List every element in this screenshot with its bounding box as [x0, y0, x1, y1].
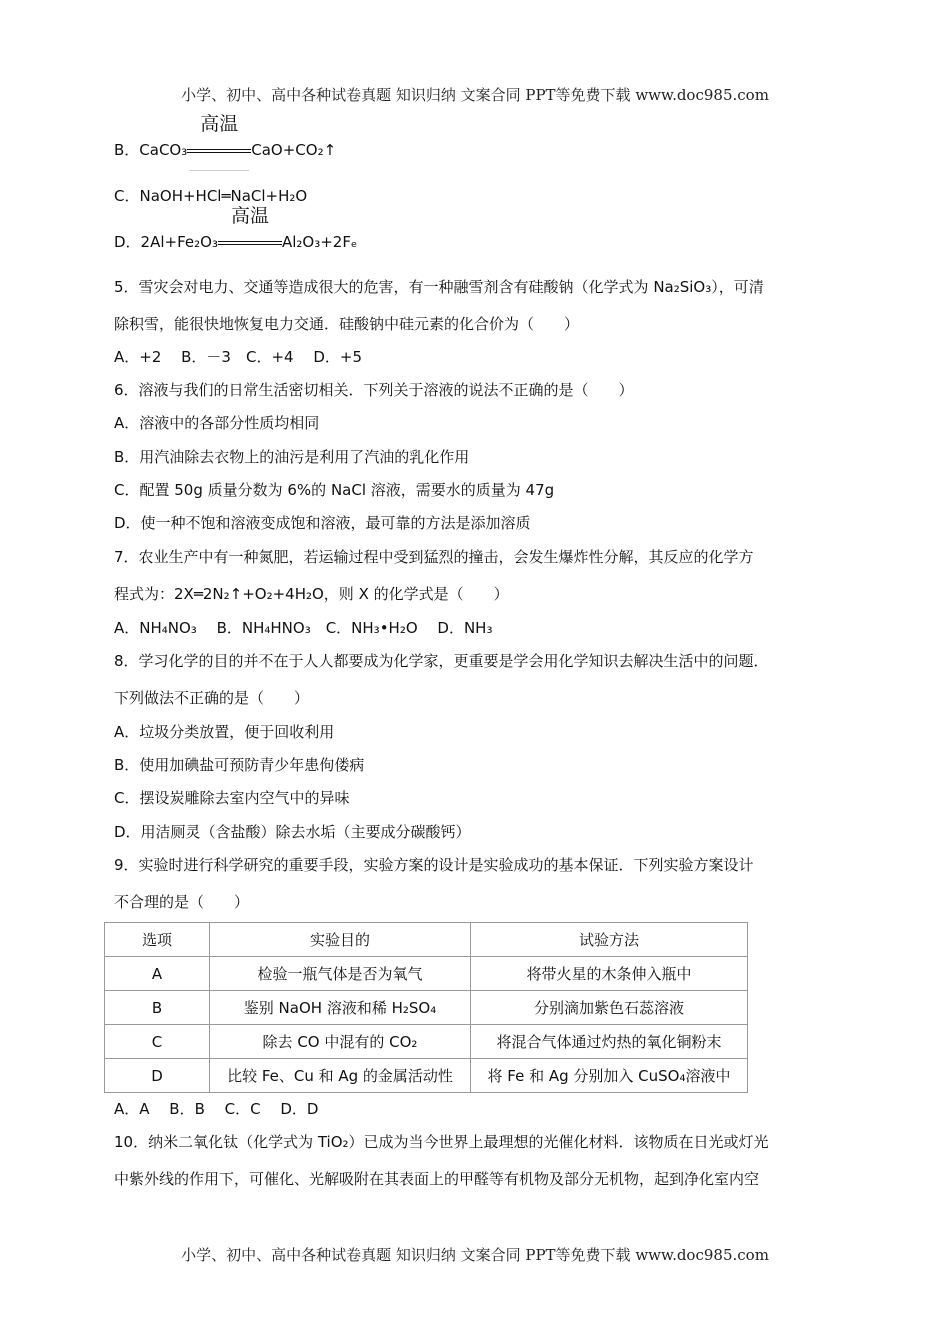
condition-text: 高温	[200, 113, 239, 135]
table-row	[105, 991, 748, 1025]
q5-line1: 5．雪灾会对电力、交通等造成很大的危害，有一种融雪剂含有硅酸钠（化学式为 Na₂SiO₃），可清	[114, 278, 764, 296]
table-header: 选项	[105, 923, 210, 957]
table-cell: 检验一瓶气体是否为氧气	[210, 957, 471, 991]
q4b-product: CaO+CO₂↑	[251, 141, 337, 159]
table-row	[105, 1059, 748, 1093]
q4-option-b	[114, 113, 337, 160]
reaction-condition	[187, 113, 251, 160]
table-cell: 分别滴加紫色石蕊溶液	[471, 991, 748, 1025]
table-cell: D	[105, 1059, 210, 1093]
q8-option-a: A．垃圾分类放置，便于回收利用	[114, 723, 335, 741]
experiment-table	[104, 922, 748, 1093]
q6-option-b: B．用汽油除去衣物上的油污是利用了汽油的乳化作用	[114, 448, 470, 466]
q7-line2: 程式为：2X═2N₂↑+O₂+4H₂O，则 X 的化学式是（ ）	[114, 585, 509, 603]
q10-line2: 中紫外线的作用下，可催化、光解吸附在其表面上的甲醛等有机物及部分无机物，起到净化室内空	[114, 1170, 760, 1188]
q7-line1: 7．农业生产中有一种氮肥，若运输过程中受到猛烈的撞击，会发生爆炸性分解，其反应的化学方	[114, 548, 754, 566]
table-cell: 将带火星的木条伸入瓶中	[471, 957, 748, 991]
q8-option-d: D．用洁厕灵（含盐酸）除去水垢（主要成分碳酸钙）	[114, 823, 471, 841]
q6-stem: 6．溶液与我们的日常生活密切相关．下列关于溶液的说法不正确的是（ ）	[114, 381, 634, 399]
q5-options: A．+2 B．－3 C．+4 D．+5	[114, 348, 362, 366]
q6-option-c: C．配置 50g 质量分数为 6%的 NaCl 溶液，需要水的质量为 47g	[114, 481, 555, 499]
q8-option-b: B．使用加碘盐可预防青少年患佝偻病	[114, 756, 365, 774]
table-header-row	[105, 923, 748, 957]
table-cell: 将混合气体通过灼热的氧化铜粉末	[471, 1025, 748, 1059]
q10-line1: 10．纳米二氧化钛（化学式为 TiO₂）已成为当今世界上最理想的光催化材料．该物质在日光或灯光	[114, 1133, 769, 1151]
q8-option-c: C．摆设炭雕除去室内空气中的异味	[114, 789, 350, 807]
table-cell: 比较 Fe、Cu 和 Ag 的金属活动性	[210, 1059, 471, 1093]
q4-option-d	[114, 205, 358, 252]
q6-option-d: D．使一种不饱和溶液变成饱和溶液，最可靠的方法是添加溶质	[114, 514, 531, 532]
q5-line2: 除积雪，能很快地恢复电力交通．硅酸钠中硅元素的化合价为（ ）	[114, 315, 580, 333]
table-cell: 除去 CO 中混有的 CO₂	[210, 1025, 471, 1059]
table-header: 试验方法	[471, 923, 748, 957]
reaction-condition	[218, 205, 282, 252]
page-header: 小学、初中、高中各种试卷真题 知识归纳 文案合同 PPT等免费下载 www.doc985.com	[181, 86, 769, 104]
q4d-reactant: D．2Al+Fe₂O₃	[114, 233, 218, 251]
table-cell: C	[105, 1025, 210, 1059]
q8-line1: 8．学习化学的目的并不在于人人都要成为化学家，更重要是学会用化学知识去解决生活中的问题．	[114, 652, 769, 670]
q7-options: A．NH₄NO₃ B．NH₄HNO₃ C．NH₃•H₂O D．NH₃	[114, 619, 493, 637]
page-footer: 小学、初中、高中各种试卷真题 知识归纳 文案合同 PPT等免费下载 www.doc985.com	[181, 1246, 769, 1264]
q4d-product: Al₂O₃+2Fₑ	[281, 233, 358, 251]
table-cell: 鉴别 NaOH 溶液和稀 H₂SO₄	[210, 991, 471, 1025]
table-row	[105, 957, 748, 991]
q9-line2: 不合理的是（ ）	[114, 893, 250, 911]
table-header: 实验目的	[210, 923, 471, 957]
q9-options: A．A B．B C．C D．D	[114, 1100, 319, 1118]
table-cell: 将 Fe 和 Ag 分别加入 CuSO₄溶液中	[471, 1059, 748, 1093]
table-cell: B	[105, 991, 210, 1025]
q6-option-a: A．溶液中的各部分性质均相同	[114, 414, 320, 432]
q9-line1: 9．实验时进行科学研究的重要手段，实验方案的设计是实验成功的基本保证．下列实验方案设计	[114, 856, 754, 874]
q4-option-c: C．NaOH+HCl═NaCl+H₂O	[114, 187, 308, 205]
condition-text: 高温	[230, 205, 269, 227]
q8-line2: 下列做法不正确的是（ ）	[114, 689, 310, 707]
q4b-reactant: B．CaCO₃	[114, 141, 188, 159]
table-row	[105, 1025, 748, 1059]
table-cell: A	[105, 957, 210, 991]
